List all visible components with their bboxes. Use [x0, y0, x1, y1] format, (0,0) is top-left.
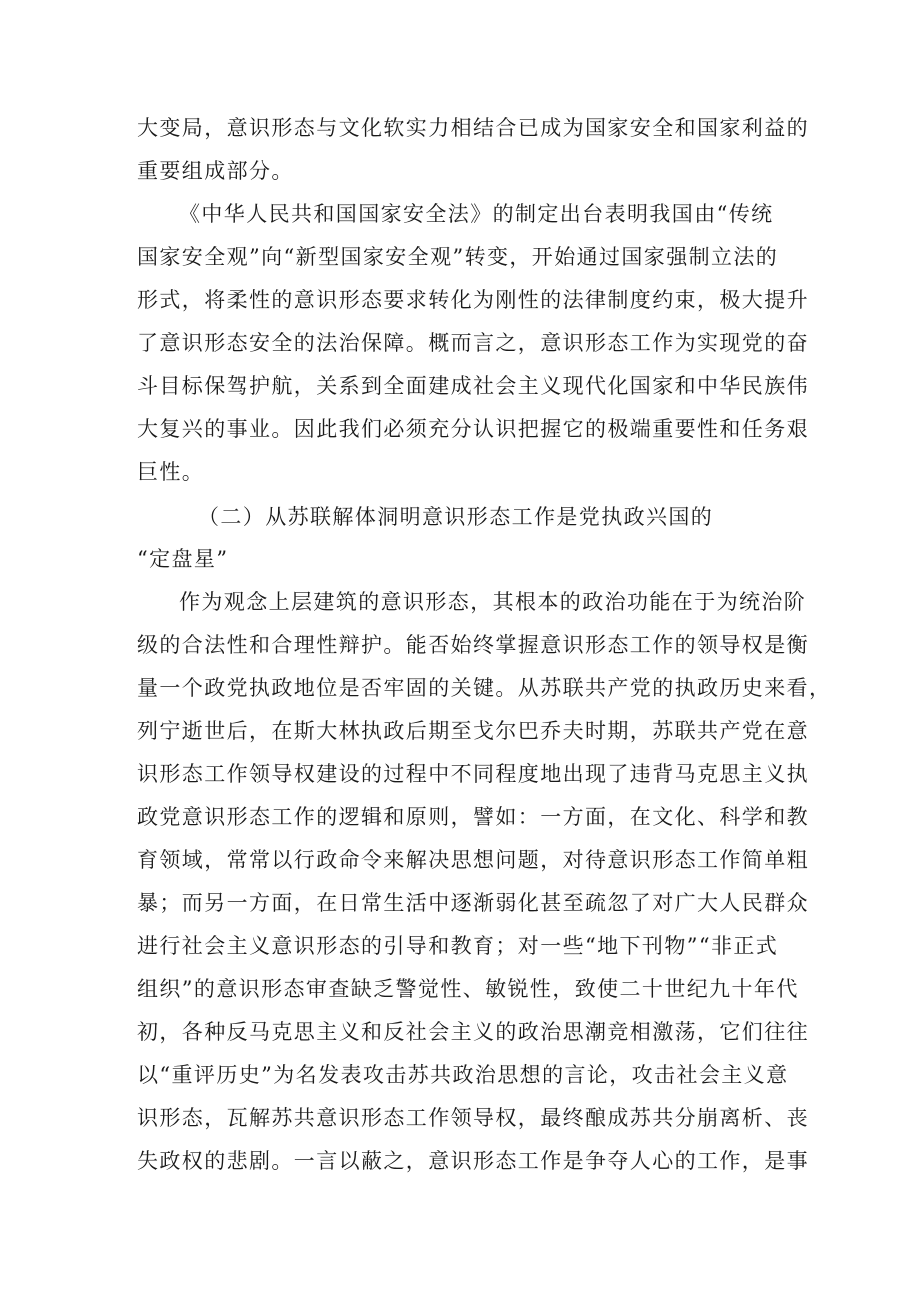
paragraph-3-line-6: 政党意识形态工作的逻辑和原则，譬如：一方面，在文化、科学和教: [137, 805, 809, 829]
paragraph-1-line-2: 重要组成部分。: [137, 159, 294, 183]
paragraph-2-line-3: 形式，将柔性的意识形态要求转化为刚性的法律制度约束，极大提升: [137, 288, 809, 312]
paragraph-2-line-2: 国家安全观”向“新型国家安全观”转变，开始通过国家强制立法的: [137, 245, 779, 269]
paragraph-3-line-10: 组织”的意识形态审查缺乏警觉性、敏锐性，致使二十世纪九十年代: [137, 977, 799, 1001]
paragraph-3-line-2: 级的合法性和合理性辩护。能否始终掌握意识形态工作的领导权是衡: [137, 633, 809, 657]
paragraph-3-line-11: 初，各种反马克思主义和反社会主义的政治思潮竞相激荡，它们往往: [137, 1020, 809, 1044]
paragraph-2-line-5: 斗目标保驾护航，关系到全面建成社会主义现代化国家和中华民族伟: [137, 374, 809, 398]
paragraph-3-line-8: 暴；而另一方面，在日常生活中逐渐弱化甚至疏忽了对广大人民群众: [137, 891, 809, 915]
paragraph-2-line-1: 《中华人民共和国国家安全法》的制定出台表明我国由“传统: [179, 202, 774, 226]
section-heading-line-2: “定盘星”: [137, 547, 229, 571]
paragraph-3-line-12: 以“重评历史”为名发表攻击苏共政治思想的言论，攻击社会主义意: [137, 1063, 789, 1087]
paragraph-3-line-9: 进行社会主义意识形态的引导和教育；对一些“地下刊物”“非正式: [137, 934, 779, 958]
paragraph-3-line-14: 失政权的悲剧。一言以蔽之，意识形态工作是争夺人心的工作，是事: [137, 1149, 809, 1173]
paragraph-2-line-7: 巨性。: [137, 460, 205, 484]
section-heading-line-1: （二）从苏联解体洞明意识形态工作是党执政兴国的: [198, 505, 714, 529]
paragraph-3-line-13: 识形态，瓦解苏共意识形态工作领导权，最终酿成苏共分崩离析、丧: [137, 1106, 809, 1130]
paragraph-2-line-6: 大复兴的事业。因此我们必须充分认识把握它的极端重要性和任务艰: [137, 417, 809, 441]
paragraph-2-line-4: 了意识形态安全的法治保障。概而言之，意识形态工作为实现党的奋: [137, 331, 809, 355]
paragraph-3-line-4: 列宁逝世后，在斯大林执政后期至戈尔巴乔夫时期，苏联共产党在意: [137, 719, 809, 743]
paragraph-3-line-3: 量一个政党执政地位是否牢固的关键。从苏联共产党的执政历史来看，: [137, 676, 832, 700]
paragraph-3-line-7: 育领域，常常以行政命令来解决思想问题，对待意识形态工作简单粗: [137, 848, 809, 872]
paragraph-1-line-1: 大变局，意识形态与文化软实力相结合已成为国家安全和国家利益的: [137, 116, 809, 140]
paragraph-3-line-5: 识形态工作领导权建设的过程中不同程度地出现了违背马克思主义执: [137, 762, 809, 786]
paragraph-3-line-1: 作为观念上层建筑的意识形态，其根本的政治功能在于为统治阶: [179, 590, 807, 614]
